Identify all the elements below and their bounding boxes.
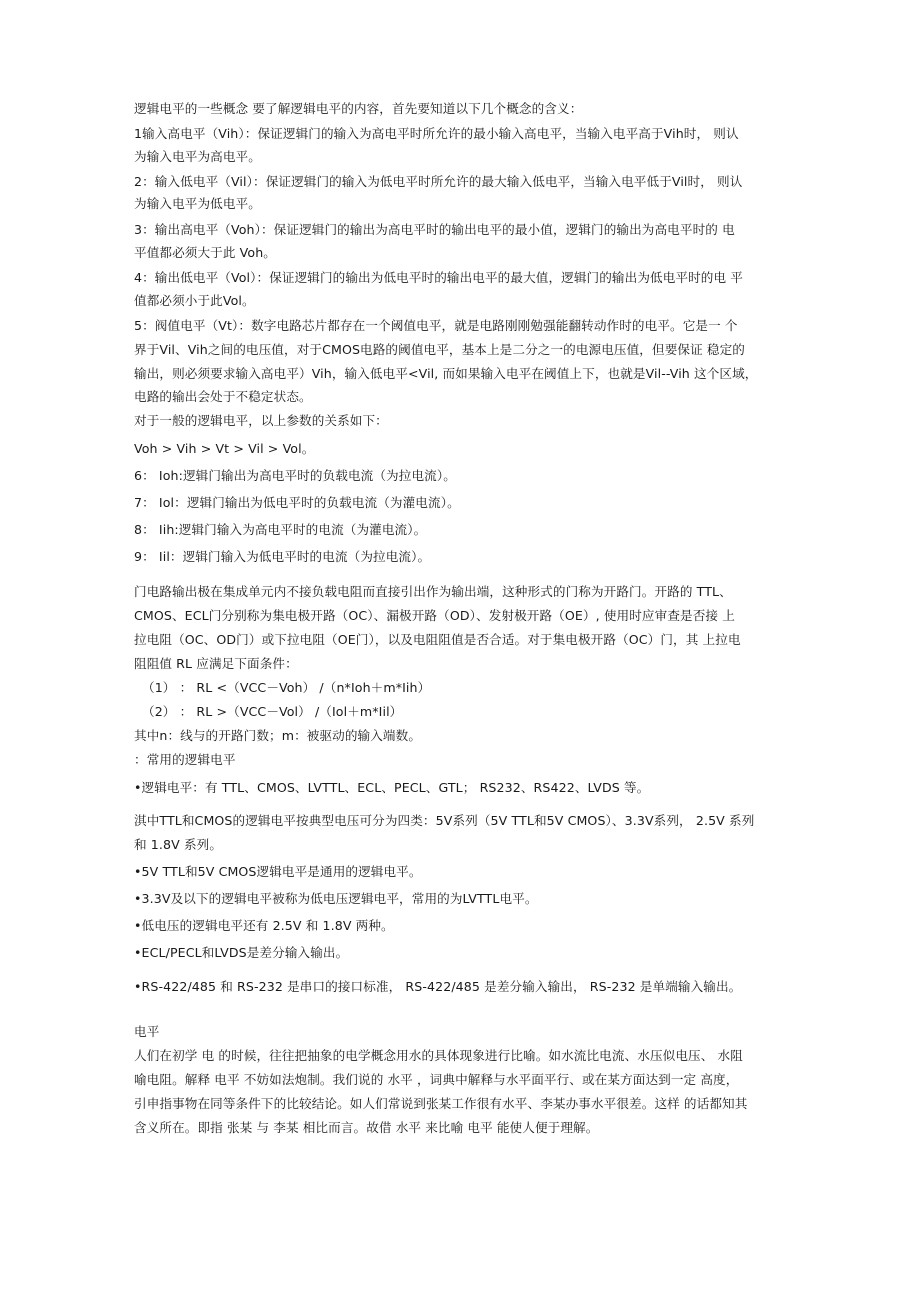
condition-2: （2） ： RL >（VCC－Vol） /（Iol＋m*Iil） bbox=[142, 704, 403, 719]
bullet-3v3: •3.3V及以下的逻辑电平被称为低电压逻辑电平，常用的为LVTTL电平。 bbox=[134, 891, 538, 906]
definition-vt-line-4: 电路的输出会处于不稳定状态。 bbox=[134, 389, 312, 404]
definition-vt-line-2: 界于Vil、Vih之间的电压值，对于CMOS电路的阈值电平，基本上是二分之一的电源电压值，但要保证 稳定的 bbox=[134, 342, 745, 357]
analogy-line-1: 人们在初学 电 的时候，往往把抽象的电学概念用水的具体现象进行比喻。如水流比电流、水压似电压、 水阻 bbox=[134, 1048, 743, 1063]
level-heading: 电平 bbox=[134, 1024, 160, 1039]
definition-iol: 7： Iol：逻辑门输出为低电平时的负载电流（为灌电流）。 bbox=[134, 495, 460, 510]
definition-vil-line-1: 2：输入低电平（Vil）：保证逻辑门的输入为低电平时所允许的最大输入低电平，当输入电平低于Vil时， 则认 bbox=[134, 174, 743, 189]
definition-vol-line-2: 值都必须小于此Vol。 bbox=[134, 293, 255, 308]
classification-line-1: 淇中TTL和CMOS的逻辑电平按典型电压可分为四类：5V系列（5V TTL和5V CMOS）、3.3V系列， 2.5V 系列 bbox=[134, 813, 755, 828]
open-drain-line-2: CMOS、ECL门分别称为集电极开路（OC）、漏极开路（OD）、发射极开路（OE）, 使用时应审查是否接 上 bbox=[134, 608, 735, 623]
definition-vil-line-2: 为输入电平为低电平。 bbox=[134, 196, 261, 211]
definition-vih-line-2: 为输入电平为高电平。 bbox=[134, 149, 261, 164]
open-drain-line-3: 拉电阻（OC、OD门）或下拉电阻（OE门），以及电阻阻值是否合适。对于集电极开路（OC）门，其 上拉电 bbox=[134, 632, 741, 647]
open-drain-line-4: 阻阻值 RL 应满足下面条件： bbox=[134, 656, 298, 671]
common-levels-heading: ：常用的逻辑电平 bbox=[134, 752, 236, 767]
bullet-ecl-lvds: •ECL/PECL和LVDS是差分输入输出。 bbox=[134, 945, 349, 960]
analogy-line-4: 含义所在。即指 张某 与 李某 相比而言。故借 水平 来比喻 电平 能使人便于理解。 bbox=[134, 1120, 599, 1135]
definition-iih: 8： Iih:逻辑门输入为高电平时的电流（为灌电流）。 bbox=[134, 522, 427, 537]
condition-1: （1） ： RL <（VCC－Voh） /（n*Ioh＋m*Iih） bbox=[142, 680, 431, 695]
relation-intro: 对于一般的逻辑电平，以上参数的关系如下： bbox=[134, 413, 388, 428]
relation-formula: Voh > Vih > Vt > Vil > Vol。 bbox=[134, 441, 315, 456]
bullet-5v: •5V TTL和5V CMOS逻辑电平是通用的逻辑电平。 bbox=[134, 864, 422, 879]
definition-ioh: 6： Ioh:逻辑门输出为高电平时的负载电流（为拉电流）。 bbox=[134, 468, 456, 483]
where-note: 其中n：线与的开路门数；m：被驱动的输入端数。 bbox=[134, 728, 422, 743]
bullet-logic-levels: •逻辑电平：有 TTL、CMOS、LVTTL、ECL、PECL、GTL； RS232、RS422、LVDS 等。 bbox=[134, 780, 650, 795]
definition-vol-line-1: 4：输出低电平（Vol）：保证逻辑门的输出为低电平时的输出电平的最大值，逻辑门的输出为低电平时的电 平 bbox=[134, 270, 743, 285]
definition-vt-line-1: 5：阀值电平（Vt）：数字电路芯片都存在一个阈值电平，就是电路刚刚勉强能翻转动作时的电平。它是一 个 bbox=[134, 318, 738, 333]
analogy-line-3: 引申指事物在同等条件下的比较结论。如人们常说到张某工作很有水平、李某办事水平很差。这样 的话都知其 bbox=[134, 1096, 748, 1111]
definition-voh-line-1: 3：输出高电平（Voh）：保证逻辑门的输出为高电平时的输出电平的最小值，逻辑门的输出为高电平时的 电 bbox=[134, 222, 735, 237]
definition-voh-line-2: 平值都必须大于此 Voh。 bbox=[134, 245, 276, 260]
classification-line-2: 和 1.8V 系列。 bbox=[134, 837, 223, 852]
definition-iil: 9： Iil：逻辑门输入为低电平时的电流（为拉电流）。 bbox=[134, 549, 431, 564]
definition-vih-line-1: 1输入高电平（Vih）：保证逻辑门的输入为高电平时所允许的最小输入高电平，当输入电平高于Vih时， 则认 bbox=[134, 126, 739, 141]
definition-vt-line-3: 输出，则必须要求输入高电平）Vih，输入低电平<Vil, 而如果输入电平在阈值上下，也就是Vil--Vih 这个区域， bbox=[134, 366, 758, 381]
bullet-low-voltage: •低电压的逻辑电平还有 2.5V 和 1.8V 两种。 bbox=[134, 918, 394, 933]
open-drain-line-1: 门电路输出极在集成单元内不接负载电阻而直接引出作为输出端，这种形式的门称为开路门。开路的 TTL、 bbox=[134, 584, 732, 599]
bullet-rs-standards: •RS-422/485 和 RS-232 是串口的接口标准， RS-422/485 是差分输入输出， RS-232 是单端输入输出。 bbox=[134, 979, 742, 994]
intro-line: 逻辑电平的一些概念 要了解逻辑电平的内容，首先要知道以下几个概念的含义： bbox=[134, 101, 583, 116]
analogy-line-2: 喻电阻。解释 电平 不妨如法炮制。我们说的 水平 ，词典中解释与水平面平行、或在某方面达到一定 高度， bbox=[134, 1072, 739, 1087]
